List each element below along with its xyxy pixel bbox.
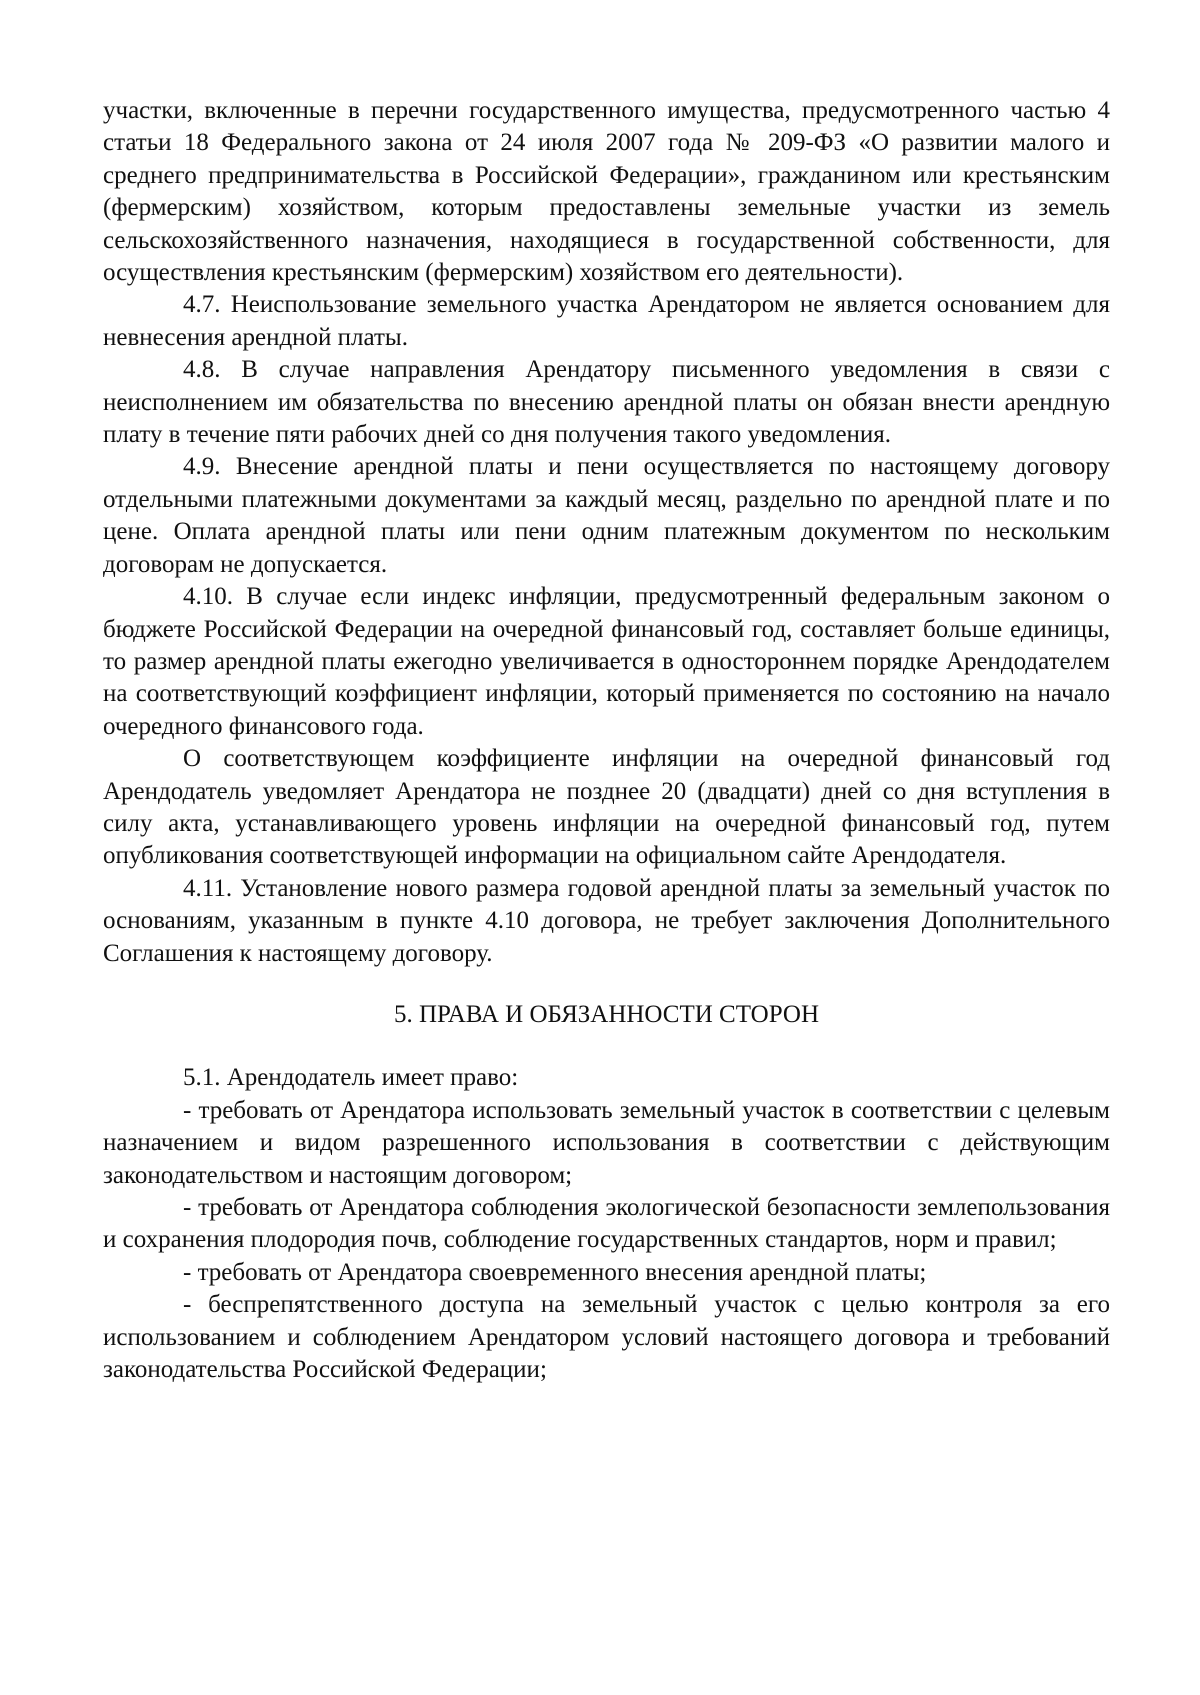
paragraph-4-8: 4.8. В случае направления Арендатору письменного уведомления в связи с неисполнением им обязательства по внесению арендной платы он обязан внести арендную плату в течение пяти рабочих дней со дня получения такого уведомления.	[103, 356, 1110, 449]
paragraph-continuation: участки, включенные в перечни государственного имущества, предусмотренного частью 4 статьи 18 Федерального закона от 24 июля 2007 года № 209-ФЗ «О развитии малого и среднего предпринимательства в Российской Федерации», гражданином или крестьянским (фермерским) хозяйством, которым предоставлены земельные участки из земель сельскохозяйственного назначения, находящиеся в государственной собственности, для осуществления крестьянским (фермерским) хозяйством его деятельности).	[103, 97, 1110, 287]
paragraph-4-7: 4.7. Неиспользование земельного участка Арендатором не является основанием для невнесения арендной платы.	[103, 291, 1110, 351]
paragraph-inflation-notice: О соответствующем коэффициенте инфляции на очередной финансовый год Арендодатель уведомляет Арендатора не позднее 20 (двадцати) дней со дня вступления в силу акта, устанавливающего уровень инфляции на очередной финансовый год, путем опубликования соответствующей информации на официальном сайте Арендодателя.	[103, 745, 1110, 870]
section-heading: 5. ПРАВА И ОБЯЗАННОСТИ СТОРОН	[393, 1000, 820, 1028]
paragraph-5-1: 5.1. Арендодатель имеет право:	[183, 1064, 519, 1092]
list-item-timely-payment: - требовать от Арендатора своевременного внесения арендной платы;	[183, 1258, 927, 1286]
list-item-target-use: - требовать от Арендатора использовать земельный участок в соответствии с целевым назначением и видом разрешенного использования в соответствии с действующим законодательством и настоящим договором;	[103, 1096, 1110, 1189]
list-item-free-access: - беспрепятственного доступа на земельный участок с целью контроля за его использованием и соблюдением Арендатором условий настоящего договора и требований законодательства Российской Федерации;	[103, 1291, 1110, 1384]
paragraph-4-11: 4.11. Установление нового размера годовой арендной платы за земельный участок по основаниям, указанным в пункте 4.10 договора, не требует заключения Дополнительного Соглашения к настоящему договору.	[103, 874, 1110, 967]
paragraph-4-9: 4.9. Внесение арендной платы и пени осуществляется по настоящему договору отдельными платежными документами за каждый месяц, раздельно по арендной плате и по цене. Оплата арендной платы или пени одним платежным документом по нескольким договорам не допускается.	[103, 453, 1110, 578]
list-item-ecology: - требовать от Арендатора соблюдения экологической безопасности землепользования и сохранения плодородия почв, соблюдение государственных стандартов, норм и правил;	[103, 1194, 1110, 1254]
paragraph-4-10: 4.10. В случае если индекс инфляции, предусмотренный федеральным законом о бюджете Российской Федерации на очередной финансовый год, составляет больше единицы, то размер арендной платы ежегодно увеличивается в одностороннем порядке Арендодателем на соответствующий коэффициент инфляции, который применяется по состоянию на начало очередного финансового года.	[103, 583, 1110, 740]
